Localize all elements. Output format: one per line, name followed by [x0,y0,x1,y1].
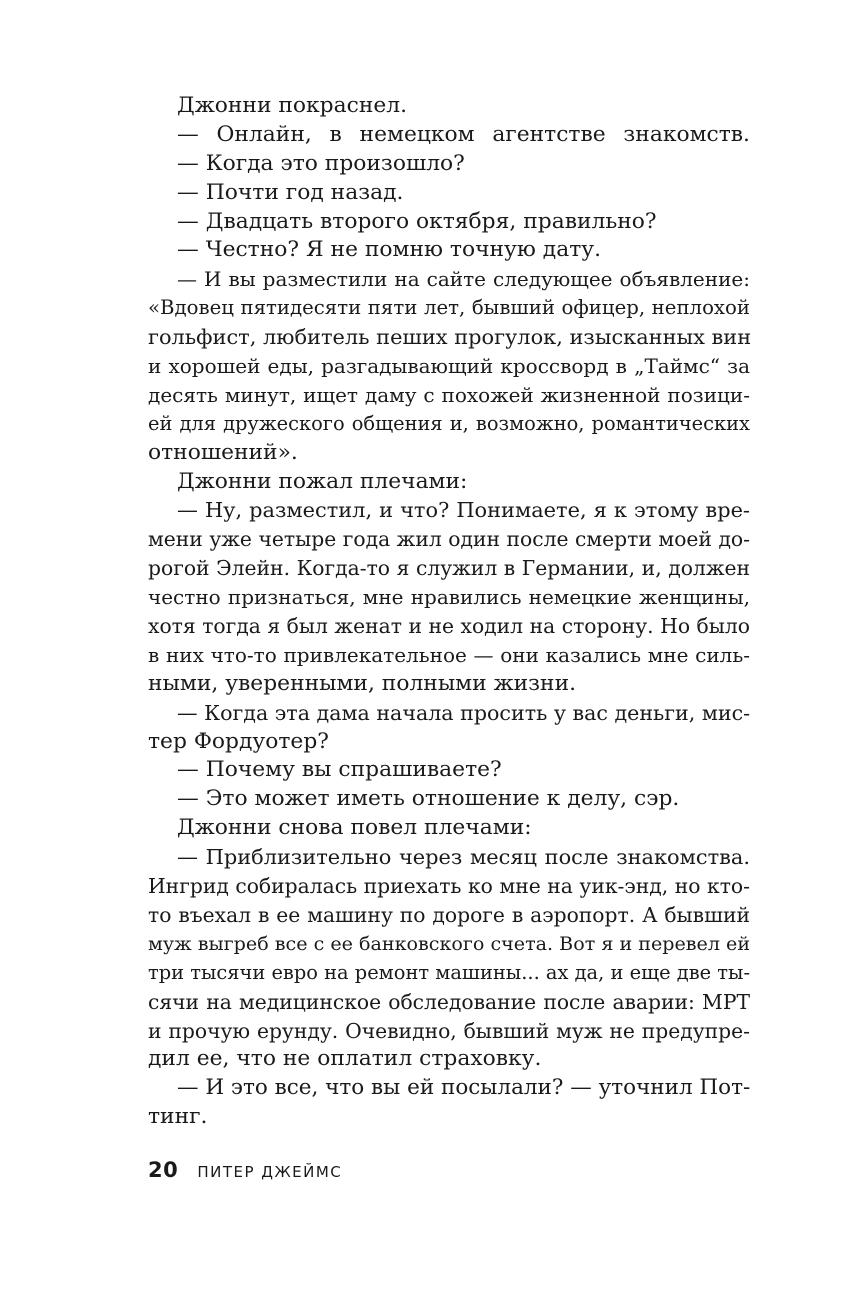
dialogue-line: — Это может иметь отношение к делу, сэр. [177,786,680,812]
page-footer [148,1157,342,1183]
dialogue-line: — И вы разместили на сайте следующее объявление: [177,267,750,292]
paragraph-line: хотя тогда я был женат и не ходил на сторону. Но было [148,614,750,639]
paragraph-line: и прочую ерунду. Очевидно, бывший муж не предупре- [148,1018,750,1043]
paragraph-line: сячи на медицинское обследование после аварии: МРТ [148,989,750,1014]
paragraph-line: мени уже четыре года жил один после смерти моей до- [148,527,750,552]
dialogue-line: — Ну, разместил, и что? Понимаете, я к этому вре- [177,498,750,523]
paragraph-line: тер Фордуотер? [148,728,329,754]
dialogue-line: — И это все, что вы ей посылали? — уточнил Пот- [177,1075,751,1101]
paragraph-line: Джонни снова повел плечами: [177,815,532,841]
paragraph-line: рогой Элейн. Когда-то я служил в Германии, и, должен [148,556,750,581]
paragraph-line: тинг. [148,1104,208,1130]
paragraph-line: гольфист, любитель пеших прогулок, изысканных вин [148,325,752,350]
paragraph-line: ными, уверенными, полными жизни. [148,670,577,696]
paragraph-line: три тысячи евро на ремонт машины... ах да, и еще две ты- [148,960,750,984]
paragraph-line: то въехал в ее машину по дороге в аэропорт. А бывший [148,902,750,927]
paragraph-line: в них что-то привлекательное — они казались мне силь- [148,642,750,667]
dialogue-line: — Когда эта дама начала просить у вас деньги, мис- [177,700,751,725]
paragraph-line: десять минут, ищет даму с похожей жизненной позици- [148,382,750,407]
dialogue-line: — Двадцать второго октября, правильно? [177,208,657,234]
paragraph-line: отношений». [148,439,298,465]
paragraph-line: честно признаться, мне нравились немецкие женщины, [148,585,750,610]
dialogue-line: — Онлайн, в немецком агентстве знакомств. [177,121,750,147]
page-number: 20 [148,1158,179,1182]
paragraph-line: «Вдовец пятидесяти пяти лет, бывший офицер, неплохой [148,296,750,320]
paragraph-line: и хорошей еды, разгадывающий кроссворд в „Таймс“ за [148,354,750,379]
paragraph-line: Джонни пожал плечами: [177,468,468,494]
paragraph-line: муж выгреб все с ее банковского счета. Вот я и перевел ей [148,931,751,955]
dialogue-line: — Почти год назад. [177,179,404,205]
paragraph-line: Джонни покраснел. [177,93,408,118]
dialogue-line: — Когда это произошло? [177,150,465,176]
running-head-author: ПИТЕР ДЖЕЙМС [197,1163,343,1181]
dialogue-line: — Честно? Я не помню точную дату. [177,237,602,263]
paragraph-line: ей для дружеского общения и, возможно, романтических [148,411,750,435]
dialogue-line: — Приблизительно через месяц после знакомства. [177,845,750,870]
page-text [148,92,750,1132]
paragraph-line: дил ее, что не оплатил страховку. [148,1046,542,1072]
paragraph-line: Ингрид собиралась приехать ко мне на уик-энд, но кто- [148,874,750,899]
dialogue-line: — Почему вы спрашиваете? [177,757,502,783]
